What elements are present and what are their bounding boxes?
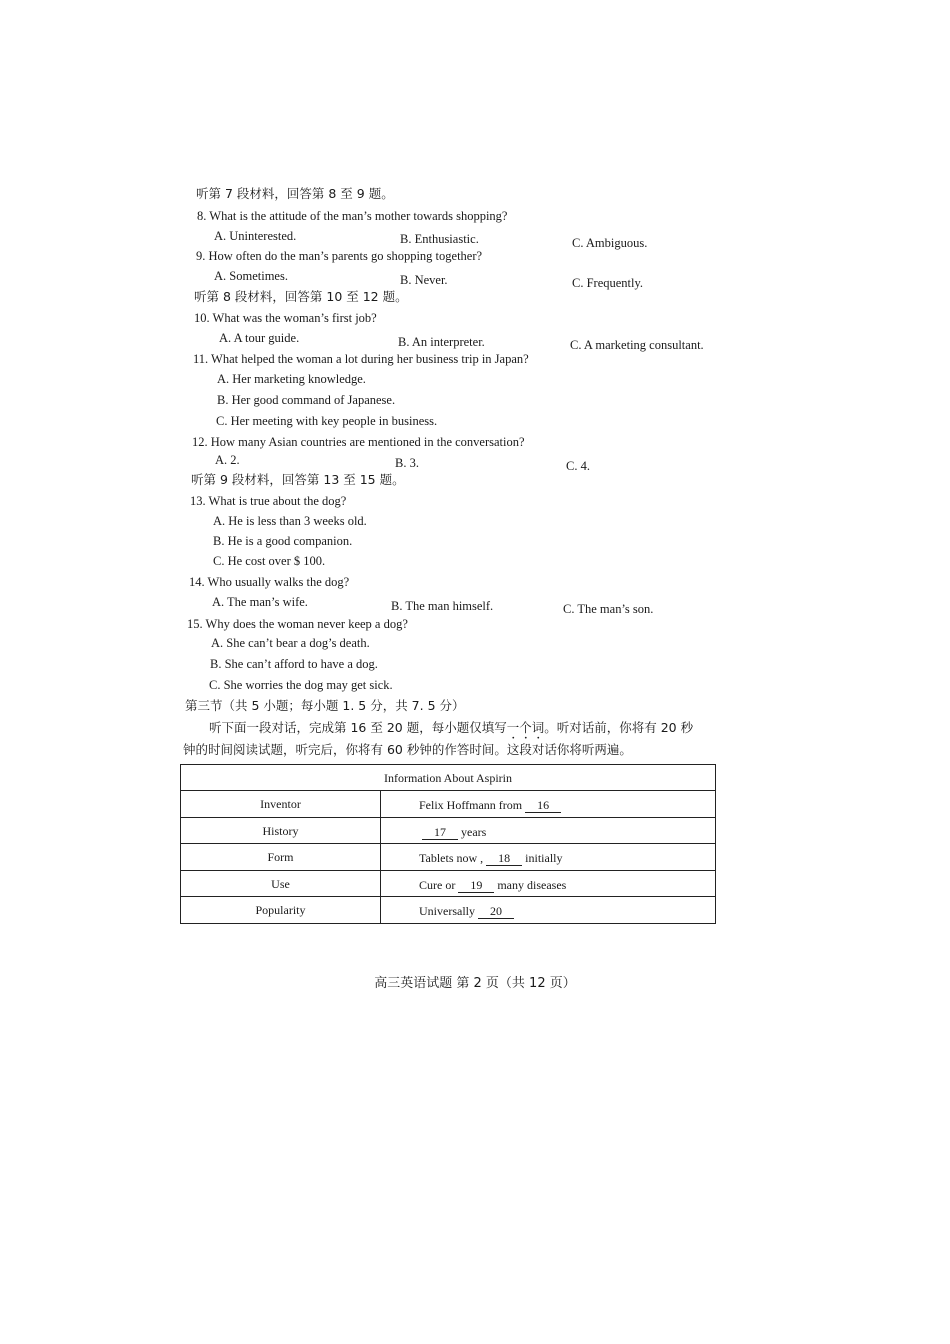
question-11-stem: 11. What helped the woman a lot during her business trip in Japan?	[193, 352, 529, 366]
question-10-option-c: C. A marketing consultant.	[570, 338, 704, 352]
answer-blank-18[interactable]: 18	[486, 851, 522, 866]
question-9-option-b: B. Never.	[400, 273, 448, 287]
page-footer: 高三英语试题 第 2 页（共 12 页）	[374, 976, 576, 991]
question-12-option-a: A. 2.	[215, 453, 240, 467]
question-12-stem: 12. How many Asian countries are mentioned in the conversation?	[192, 435, 525, 449]
question-14-option-c: C. The man’s son.	[563, 602, 654, 616]
instructions-emphasis: 一个词	[506, 720, 545, 735]
row-value	[419, 897, 517, 924]
question-8-option-c: C. Ambiguous.	[572, 236, 648, 250]
question-9-stem: 9. How often do the man’s parents go shopping together?	[196, 249, 483, 263]
table-row-inventor	[181, 791, 715, 818]
row-label: Form	[181, 844, 381, 870]
table-title: Information About Aspirin	[181, 765, 715, 791]
row-label: Use	[181, 871, 381, 897]
instructions-text-a: 听下面一段对话，完成第 16 至 20 题，每小题仅填写	[209, 720, 507, 735]
question-8-stem: 8. What is the attitude of the man’s mother towards shopping?	[197, 209, 508, 223]
section-8-heading: 听第 8 段材料，回答第 10 至 12 题。	[194, 289, 408, 304]
question-9-option-a: A. Sometimes.	[214, 269, 288, 283]
answer-blank-19[interactable]: 19	[458, 878, 494, 893]
question-12-option-c: C. 4.	[566, 459, 590, 473]
row-label: History	[181, 818, 381, 844]
value-suffix: years	[461, 824, 487, 839]
value-prefix: Universally	[419, 904, 475, 919]
question-12-option-b: B. 3.	[395, 456, 419, 470]
table-row-popularity	[181, 897, 715, 924]
answer-blank-20[interactable]: 20	[478, 904, 514, 919]
value-suffix: many diseases	[497, 877, 567, 892]
question-13-stem: 13. What is true about the dog?	[190, 494, 347, 508]
value-suffix: initially	[525, 851, 563, 866]
instructions-text-b: 。听对话前，你将有 20 秒	[544, 720, 694, 735]
question-15-stem: 15. Why does the woman never keep a dog?	[187, 617, 408, 631]
question-11-option-b: B. Her good command of Japanese.	[217, 393, 396, 407]
value-prefix: Felix Hoffmann from	[419, 798, 523, 812]
table-row-history	[181, 818, 715, 845]
table-row-form	[181, 844, 715, 871]
question-14-stem: 14. Who usually walks the dog?	[189, 575, 350, 589]
question-15-option-b: B. She can’t afford to have a dog.	[210, 657, 378, 671]
value-prefix: Cure or	[419, 877, 456, 892]
row-value	[419, 871, 566, 897]
question-13-option-c: C. He cost over $ 100.	[213, 554, 326, 568]
row-value	[419, 844, 563, 870]
question-10-option-a: A. A tour guide.	[219, 331, 300, 345]
part-3-heading: 第三节（共 5 小题；每小题 1. 5 分，共 7. 5 分）	[185, 698, 465, 713]
question-14-option-a: A. The man’s wife.	[212, 595, 308, 609]
question-8-option-b: B. Enthusiastic.	[400, 232, 479, 246]
row-value	[419, 791, 564, 817]
question-10-stem: 10. What was the woman’s first job?	[194, 311, 377, 325]
question-13-option-b: B. He is a good companion.	[213, 534, 353, 548]
aspirin-info-table	[180, 764, 716, 924]
answer-blank-17[interactable]: 17	[422, 825, 458, 840]
question-15-option-c: C. She worries the dog may get sick.	[209, 678, 393, 692]
question-11-option-a: A. Her marketing knowledge.	[217, 372, 366, 386]
question-10-option-b: B. An interpreter.	[398, 335, 485, 349]
question-9-option-c: C. Frequently.	[572, 276, 644, 290]
section-7-heading: 听第 7 段材料，回答第 8 至 9 题。	[196, 186, 394, 201]
section-9-heading: 听第 9 段材料，回答第 13 至 15 题。	[191, 472, 405, 487]
row-value	[419, 818, 486, 844]
row-label: Popularity	[181, 897, 381, 924]
question-14-option-b: B. The man himself.	[391, 599, 494, 613]
question-8-option-a: A. Uninterested.	[214, 229, 297, 243]
row-label: Inventor	[181, 791, 381, 817]
question-15-option-a: A. She can’t bear a dog’s death.	[211, 636, 370, 650]
value-prefix: Tablets now ,	[419, 851, 484, 866]
answer-blank-16[interactable]: 16	[525, 798, 561, 813]
question-11-option-c: C. Her meeting with key people in business.	[216, 414, 438, 428]
part-3-instructions-line-2: 钟的时间阅读试题，听完后，你将有 60 秒钟的作答时间。这段对话你将听两遍。	[183, 742, 632, 757]
table-row-use	[181, 871, 715, 898]
part-3-instructions-line-1	[209, 720, 693, 742]
question-13-option-a: A. He is less than 3 weeks old.	[213, 514, 367, 528]
